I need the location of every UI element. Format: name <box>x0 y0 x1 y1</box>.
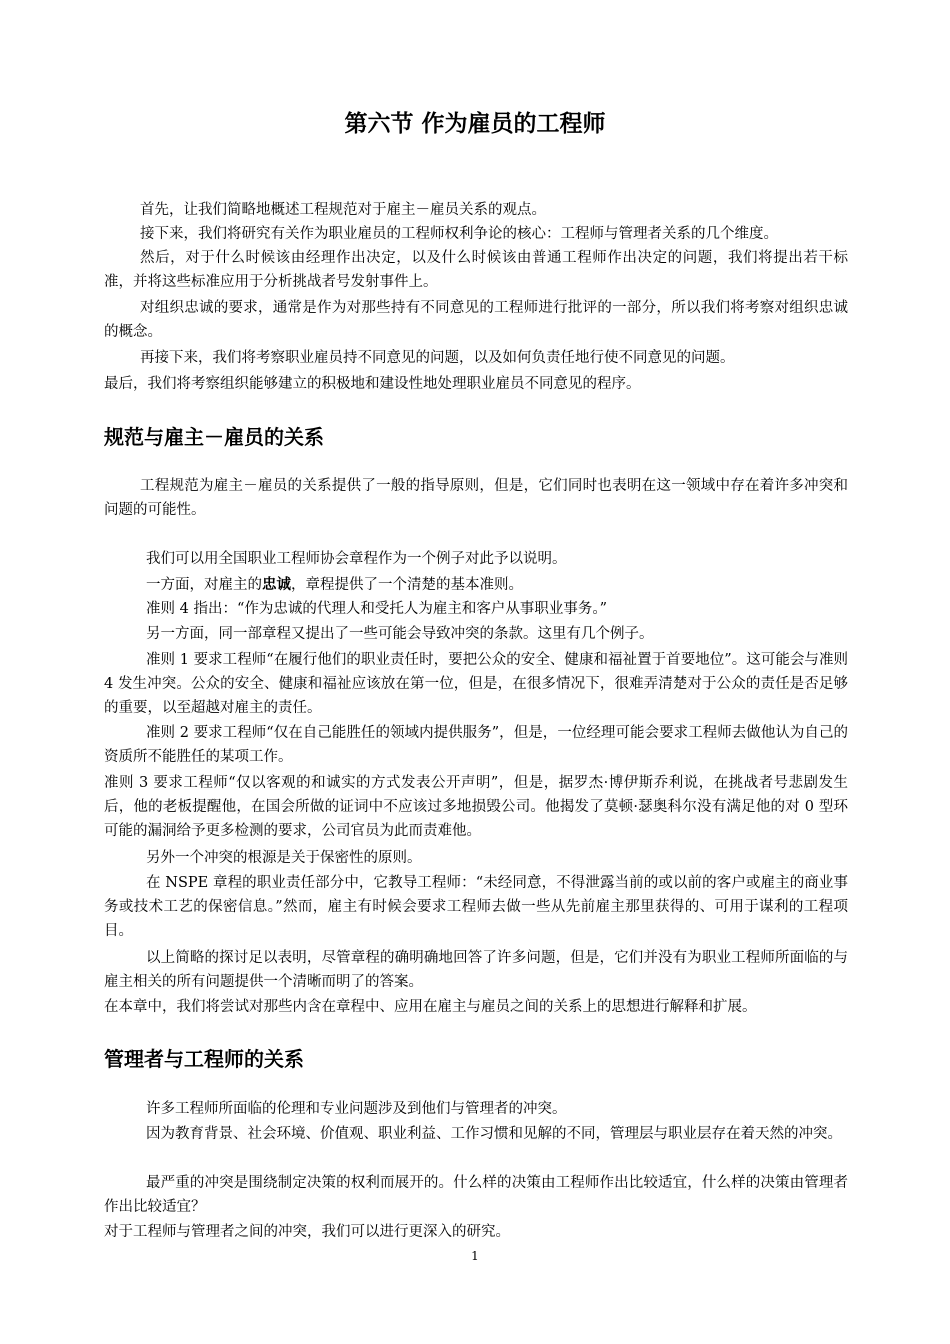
page-title: 第六节 作为雇员的工程师 <box>344 111 606 137</box>
section1-paragraph-6: 准则 1 要求工程师“在履行他们的职业责任时，要把公众的安全、健康和福祉置于首要地位”。这可能会与准则 4 发生冲突。公众的安全、健康和福祉应该放在第一位，但是，在很多情况下，很难弄清楚对于公众的责任是否足够的重要，以至超越对雇主的责任。 <box>104 652 848 716</box>
intro-paragraph-1: 首先，让我们简略地概述工程规范对于雇主－雇员关系的观点。 <box>140 202 546 218</box>
section1-paragraph-9: 另外一个冲突的根源是关于保密性的原则。 <box>146 850 422 866</box>
loyalty-text-post: ，章程提供了一个清楚的基本准则。 <box>291 577 523 593</box>
section1-paragraph-4: 准则 4 指出：“作为忠诚的代理人和受托人为雇主和客户从事职业事务。” <box>146 601 608 617</box>
section1-paragraph-5: 另一方面，同一部章程又提出了一些可能会导致冲突的条款。这里有几个例子。 <box>146 626 654 642</box>
section1-paragraph-8: 准则 3 要求工程师“仅以客观的和诚实的方式发表公开声明”，但是，据罗杰·博伊斯乔利说，在挑战者号悲剧发生后，他的老板提醒他，在国会所做的证词中不应该过多地损毁公司。他揭发了莫顿·瑟奥科尔没有满足他的对 0 型环可能的漏洞给予更多检测的要求，公司官员为此而责难他。 <box>104 775 848 839</box>
section1-paragraph-7: 准则 2 要求工程师“仅在自己能胜任的领域内提供服务”，但是，一位经理可能会要求工程师去做他认为自己的资质所不能胜任的某项工作。 <box>104 725 848 765</box>
intro-paragraph-5: 再接下来，我们将考察职业雇员持不同意见的问题，以及如何负责任地行使不同意见的问题。 <box>140 350 735 366</box>
section-heading-1: 规范与雇主－雇员的关系 <box>104 425 324 449</box>
intro-paragraph-3: 然后，对于什么时候该由经理作出决定，以及什么时候该由普通工程师作出决定的问题，我们将提出若干标准，并将这些标准应用于分析挑战者号发射事件上。 <box>104 250 848 290</box>
section1-paragraph-12: 在本章中，我们将尝试对那些内含在章程中、应用在雇主与雇员之间的关系上的思想进行解释和扩展。 <box>104 999 757 1015</box>
section1-paragraph-2: 我们可以用全国职业工程师协会章程作为一个例子对此予以说明。 <box>146 551 567 567</box>
page-number: 1 <box>471 1249 479 1263</box>
section1-paragraph-10: 在 NSPE 章程的职业责任部分中，它教导工程师：“未经同意，不得泄露当前的或以前的客户或雇主的商业事务或技术工艺的保密信息。”然而，雇主有时候会要求工程师去做一些从先前雇主那里获得的、可用于谋利的工程项目。 <box>104 875 848 939</box>
section1-paragraph-11: 以上简略的探讨足以表明，尽管章程的确明确地回答了许多问题，但是，它们并没有为职业工程师所面临的与雇主相关的所有问题提供一个清晰而明了的答案。 <box>104 950 848 990</box>
section2-paragraph-2: 因为教育背景、社会环境、价值观、职业利益、工作习惯和见解的不同，管理层与职业层存在着天然的冲突。 <box>146 1126 842 1142</box>
intro-paragraph-2: 接下来，我们将研究有关作为职业雇员的工程师权利争论的核心：工程师与管理者关系的几个维度。 <box>140 226 778 242</box>
intro-paragraph-6: 最后，我们将考察组织能够建立的积极地和建设性地处理职业雇员不同意见的程序。 <box>104 376 641 392</box>
loyalty-text-pre: 一方面，对雇主的 <box>146 577 262 593</box>
loyalty-bold: 忠诚 <box>262 576 291 593</box>
section1-paragraph-1: 工程规范为雇主－雇员的关系提供了一般的指导原则，但是，它们同时也表明在这一领域中存在着许多冲突和问题的可能性。 <box>104 478 848 518</box>
section2-paragraph-3: 最严重的冲突是围绕制定决策的权利而展开的。什么样的决策由工程师作出比较适宜，什么样的决策由管理者作出比较适宜？ <box>104 1175 848 1215</box>
section1-paragraph-3 <box>104 573 848 597</box>
section2-paragraph-1: 许多工程师所面临的伦理和专业问题涉及到他们与管理者的冲突。 <box>146 1101 567 1117</box>
intro-paragraph-4: 对组织忠诚的要求，通常是作为对那些持有不同意见的工程师进行批评的一部分，所以我们将考察对组织忠诚的概念。 <box>104 300 848 340</box>
section-heading-2: 管理者与工程师的关系 <box>104 1047 304 1071</box>
section2-paragraph-4: 对于工程师与管理者之间的冲突，我们可以进行更深入的研究。 <box>104 1224 510 1240</box>
